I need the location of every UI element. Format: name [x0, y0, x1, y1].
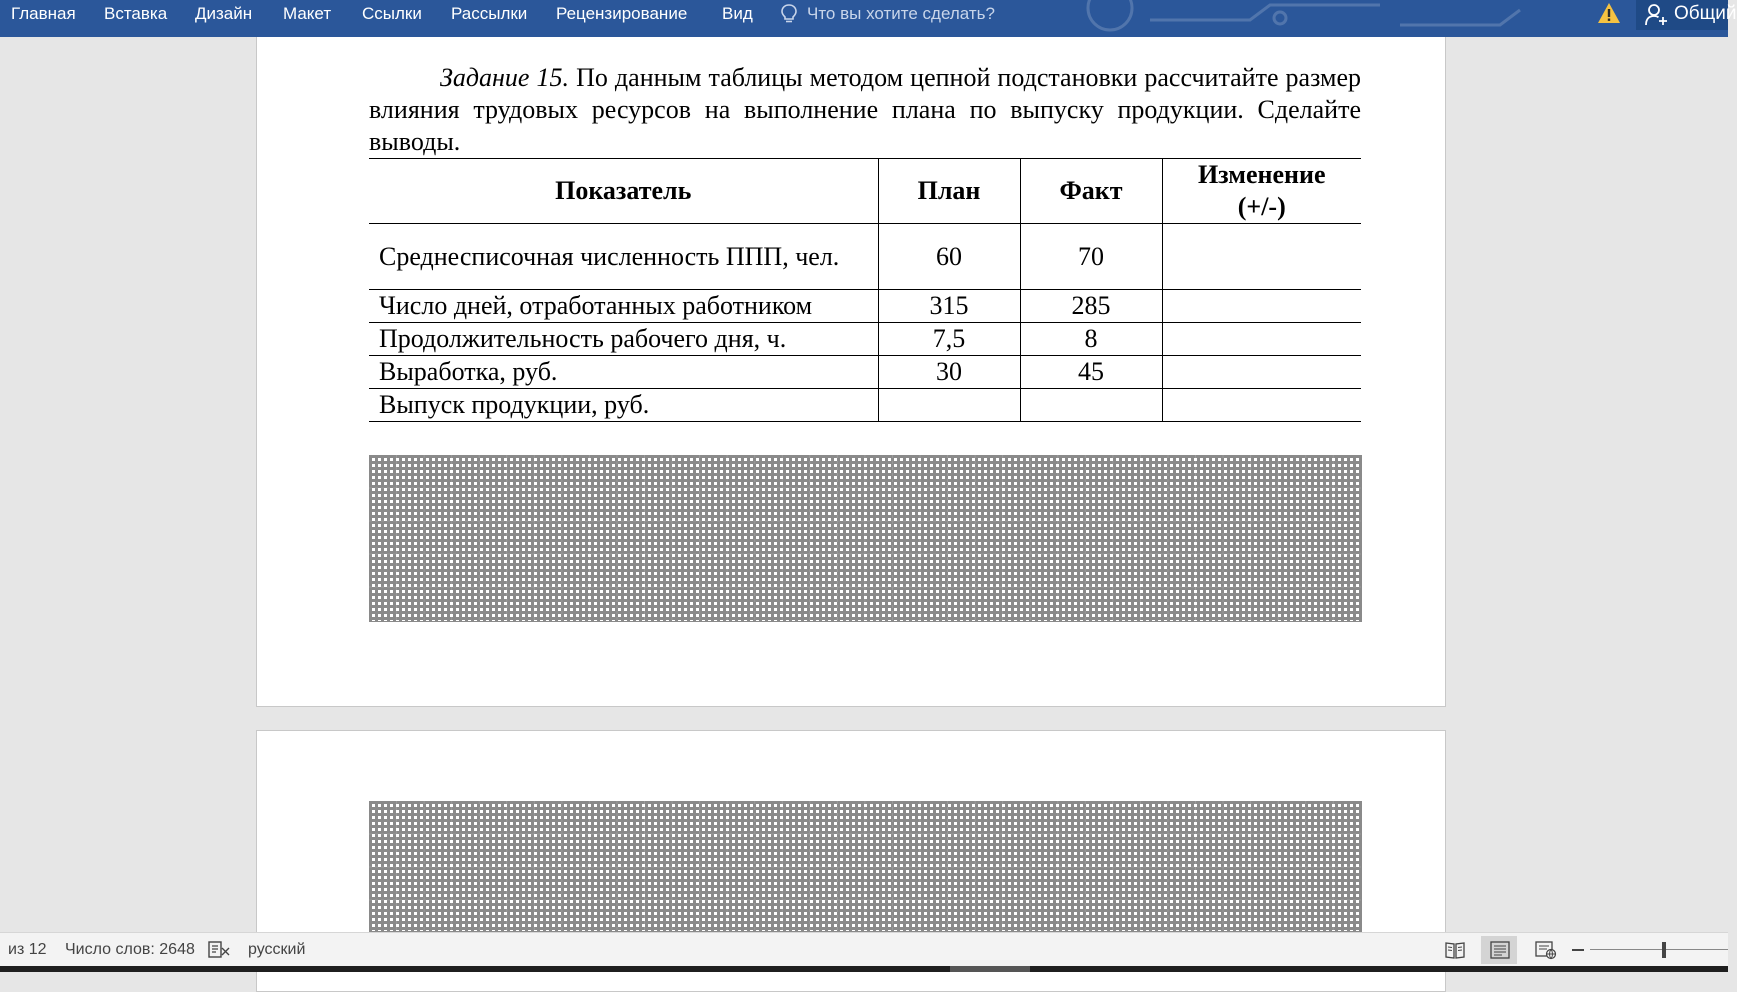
tab-insert[interactable]: Вставка	[104, 4, 168, 23]
row-plan[interactable]	[878, 389, 1020, 422]
row-plan: 315	[878, 290, 1020, 323]
grid-lines	[369, 801, 1361, 931]
row-label: Продолжительность рабочего дня, ч.	[369, 323, 878, 356]
zoom-out-button[interactable]	[1572, 949, 1584, 951]
web-layout-button[interactable]	[1526, 936, 1562, 964]
row-label: Выпуск продукции, руб.	[369, 389, 878, 422]
taskbar-thumb	[950, 966, 1030, 972]
web-layout-icon	[1535, 941, 1557, 959]
proofing-icon[interactable]	[208, 940, 230, 960]
header-fact: Факт	[1020, 159, 1162, 224]
row-change[interactable]	[1162, 389, 1361, 422]
header-change: Изменение (+/-)	[1162, 159, 1361, 224]
tab-home[interactable]: Главная	[11, 4, 76, 23]
answer-grid[interactable]	[369, 455, 1362, 622]
task-text: По данным таблицы методом цепной подстановки рассчитайте размер влияния трудовых ресурсов на выполнение плана по выпуску продукции. Сделайте выводы.	[369, 63, 1361, 156]
row-fact: 8	[1020, 323, 1162, 356]
row-label: Среднесписочная численность ППП, чел.	[369, 224, 878, 290]
header-indicator: Показатель	[369, 159, 878, 224]
read-mode-icon	[1445, 941, 1465, 959]
row-change[interactable]	[1162, 323, 1361, 356]
share-button[interactable]	[1636, 0, 1737, 30]
header-plan: План	[878, 159, 1020, 224]
tell-me-placeholder: Что вы хотите сделать?	[807, 4, 995, 23]
status-bar	[0, 932, 1728, 967]
tab-review[interactable]: Рецензирование	[556, 4, 688, 23]
table-row	[369, 323, 1361, 356]
taskbar-strip	[0, 966, 1728, 972]
ribbon-background-art	[1080, 0, 1580, 37]
row-plan: 7,5	[878, 323, 1020, 356]
answer-grid-next-page[interactable]	[369, 801, 1362, 932]
lightbulb-icon	[780, 3, 798, 25]
grid-lines	[369, 455, 1361, 621]
row-label: Выработка, руб.	[369, 356, 878, 389]
row-fact: 285	[1020, 290, 1162, 323]
zoom-slider[interactable]	[1590, 949, 1728, 950]
print-layout-icon	[1490, 941, 1510, 959]
word-count[interactable]: Число слов: 2648	[65, 941, 195, 958]
page-counter[interactable]: из 12	[8, 941, 47, 958]
tab-design[interactable]: Дизайн	[195, 4, 253, 23]
row-fact: 45	[1020, 356, 1162, 389]
table-row	[369, 389, 1361, 422]
ribbon-tab-bar	[0, 0, 1737, 37]
task-paragraph[interactable]	[369, 62, 1361, 158]
table-row	[369, 290, 1361, 323]
read-mode-button[interactable]	[1436, 936, 1472, 964]
row-change[interactable]	[1162, 224, 1361, 290]
data-table[interactable]	[369, 158, 1361, 422]
person-add-icon	[1644, 2, 1668, 26]
table-header-row	[369, 159, 1361, 224]
table-row	[369, 356, 1361, 389]
row-change[interactable]	[1162, 356, 1361, 389]
warning-icon[interactable]	[1597, 2, 1621, 24]
tab-references[interactable]: Ссылки	[362, 4, 422, 23]
tab-view[interactable]: Вид	[722, 4, 753, 23]
tab-layout[interactable]: Макет	[283, 4, 332, 23]
row-label: Число дней, отработанных работником	[369, 290, 878, 323]
row-fact: 70	[1020, 224, 1162, 290]
tab-mailings[interactable]: Рассылки	[451, 4, 528, 23]
zoom-slider-thumb[interactable]	[1662, 942, 1666, 958]
row-plan: 30	[878, 356, 1020, 389]
print-layout-button[interactable]	[1481, 936, 1517, 964]
row-fact[interactable]	[1020, 389, 1162, 422]
row-change[interactable]	[1162, 290, 1361, 323]
task-label: Задание 15.	[440, 63, 570, 92]
table-row	[369, 224, 1361, 290]
share-label: Общий	[1674, 3, 1737, 24]
language-indicator[interactable]: русский	[248, 941, 306, 958]
row-plan: 60	[878, 224, 1020, 290]
